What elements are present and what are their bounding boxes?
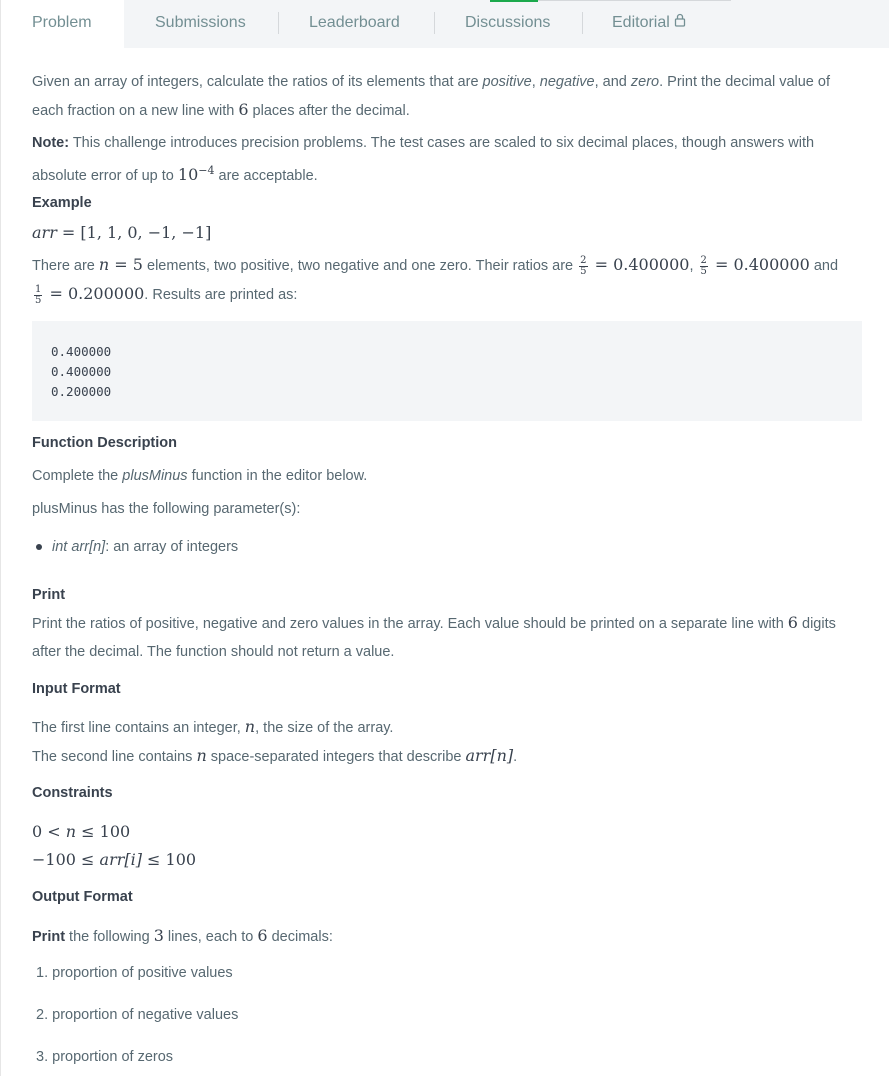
tab-discussions[interactable]: Discussions xyxy=(465,14,551,31)
tab-editorial[interactable] xyxy=(612,0,686,48)
intro-paragraph xyxy=(32,68,830,125)
list-item: 1. proportion of positive values xyxy=(36,965,233,981)
function-description-heading: Function Description xyxy=(32,435,177,451)
input-format-line-1: The first line contains an integer, n, the size of the array. xyxy=(32,717,394,736)
constraints-heading: Constraints xyxy=(32,785,113,801)
note-paragraph xyxy=(32,129,814,190)
input-format-paragraph xyxy=(32,713,517,771)
example-explanation xyxy=(32,251,838,309)
output-line: 0.200000 xyxy=(51,384,112,399)
output-line: 0.400000 xyxy=(51,364,112,379)
tab-divider xyxy=(582,12,583,34)
function-description-line-1: Complete the plusMinus function in the editor below. xyxy=(32,468,368,484)
lock-icon xyxy=(674,0,686,46)
tab-problem[interactable]: Problem xyxy=(1,0,124,48)
tab-editorial-label: Editorial xyxy=(612,14,670,32)
print-heading: Print xyxy=(32,587,66,603)
print-paragraph xyxy=(32,609,836,666)
tab-submissions[interactable]: Submissions xyxy=(155,14,246,31)
fraction: $\frac{1}{5}$ xyxy=(35,283,42,306)
input-format-line-2: The second line contains n space-separated integers that describe arr[n]. xyxy=(32,746,518,765)
parameter-item: int arr[n]: an array of integers xyxy=(52,539,239,555)
intro-line-1: Given an array of integers, calculate the ratios of its elements that are positive, negative, and zero. Print the decimal value of xyxy=(32,74,830,90)
example-array: arr = [1, 1, 0, −1, −1] xyxy=(32,223,212,242)
example-heading: Example xyxy=(32,195,92,211)
example-line-2: $\frac{1}{5}$ = 0.200000. Results are printed as: xyxy=(35,283,298,306)
output-format-intro: Print the following 3 lines, each to 6 decimals: xyxy=(32,926,333,945)
tab-leaderboard[interactable]: Leaderboard xyxy=(309,14,400,31)
function-description-line-2: plusMinus has the following parameter(s): xyxy=(32,501,301,517)
output-line: 0.400000 xyxy=(51,344,112,359)
fraction: $\frac{2}{5}$ xyxy=(700,254,707,277)
print-line-1: Print the ratios of positive, negative and zero values in the array. Each value should be printed on a separate line with 6 digits xyxy=(32,613,836,632)
print-line-2: after the decimal. The function should not return a value. xyxy=(32,644,395,660)
constraint-2: −100 ≤ arr[i] ≤ 100 xyxy=(32,850,197,869)
list-item: 2. proportion of negative values xyxy=(36,1007,239,1023)
tab-divider xyxy=(278,12,279,34)
output-format-heading: Output Format xyxy=(32,889,133,905)
list-item: 3. proportion of zeros xyxy=(36,1049,174,1065)
fraction: $\frac{2}{5}$ xyxy=(580,254,587,277)
note-line-2: absolute error of up to $10^{-4}$ are acceptable. xyxy=(32,164,318,184)
intro-line-2: each fraction on a new line with 6 places after the decimal. xyxy=(32,100,410,119)
example-line-1: There are n = 5 elements, two positive, two negative and one zero. Their ratios are $\frac{2}{5}$ = 0.400000, $\frac{2}{5}$ = 0.400000 and xyxy=(32,254,839,277)
sample-output-block xyxy=(32,321,862,421)
note-line-1: Note: This challenge introduces precision problems. The test cases are scaled to six decimal places, though answers with xyxy=(32,135,815,151)
tab-bar xyxy=(1,0,889,48)
bullet-icon xyxy=(36,544,42,550)
input-format-heading: Input Format xyxy=(32,681,121,697)
constraint-1: 0 < n ≤ 100 xyxy=(32,822,131,841)
tab-divider xyxy=(434,12,435,34)
